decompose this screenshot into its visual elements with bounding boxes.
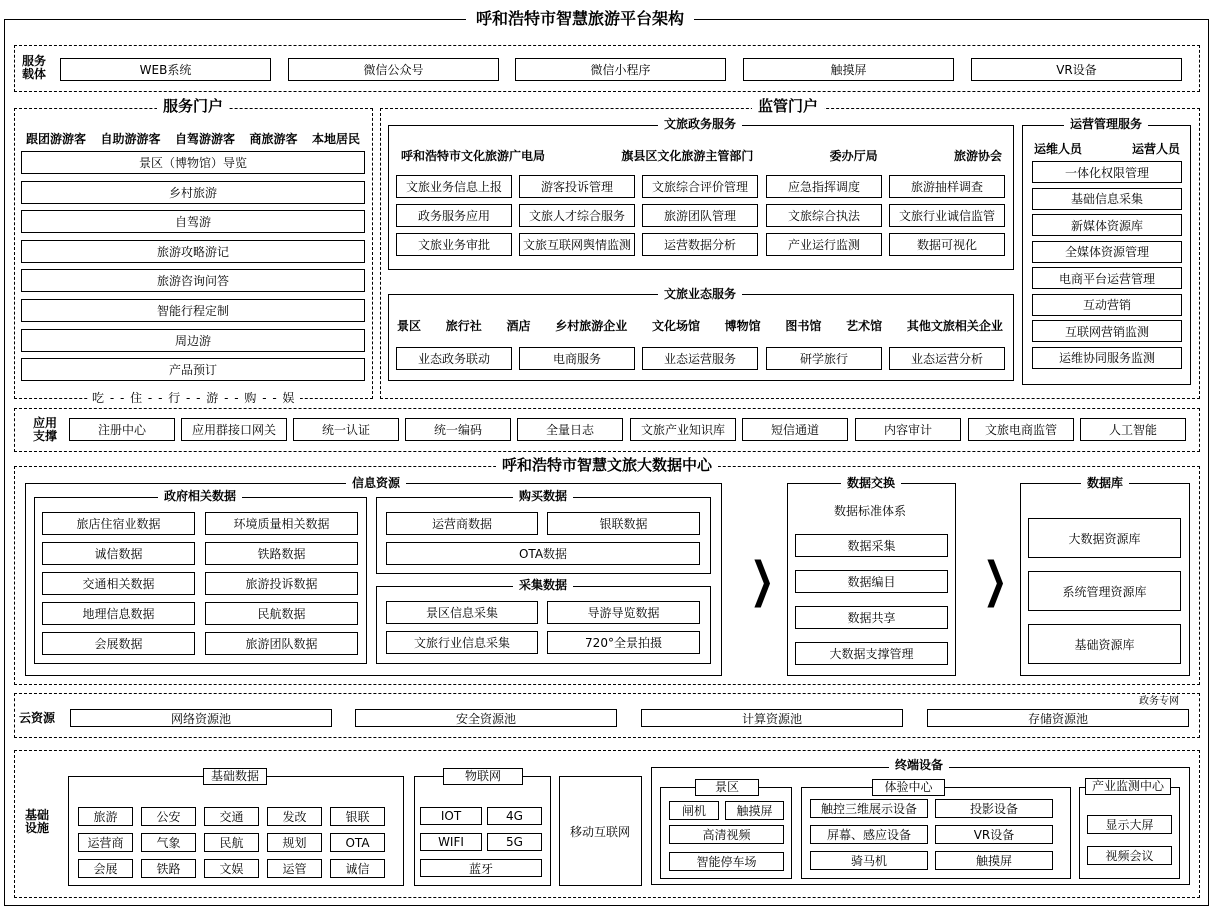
- supervision-portal-title: 监管门户: [752, 99, 824, 114]
- basic-data-item: 铁路: [141, 859, 196, 878]
- gov-service-item: 政务服务应用: [396, 204, 512, 227]
- app-support-label: 应用支撑: [32, 416, 57, 443]
- gov-department: 旅游协会: [953, 149, 1002, 163]
- basic-data-item: 气象: [141, 833, 196, 852]
- gov-departments: [401, 147, 1002, 164]
- data-exchange-item: 大数据支撑管理: [795, 642, 948, 665]
- exp-center-item: 触摸屏: [935, 851, 1053, 870]
- portal-service-item: 自驾游: [21, 210, 365, 233]
- database-item: 基础资源库: [1028, 624, 1181, 664]
- iot-item: IOT: [420, 807, 482, 825]
- cloud-label: 云资源: [19, 711, 56, 725]
- app-support-item: 文旅产业知识库: [630, 418, 736, 441]
- portal-service-item: 景区（博物馆）导览: [21, 151, 365, 174]
- gov-service-item: 文旅人才综合服务: [519, 204, 635, 227]
- biz-type: 景区: [397, 319, 422, 333]
- ops-service-item: 全媒体资源管理: [1032, 241, 1182, 263]
- biz-service-item: 业态政务联动: [396, 347, 512, 370]
- biz-service-item: 电商服务: [519, 347, 635, 370]
- gov-service-item: 运营数据分析: [642, 233, 758, 256]
- gov-department: 呼和浩特市文化旅游广电局: [401, 149, 546, 163]
- biz-service-title: 文旅业态服务: [658, 288, 742, 300]
- ops-service-item: 新媒体资源库: [1032, 214, 1182, 236]
- collect-data-title: 采集数据: [513, 579, 573, 591]
- ops-role: 运营人员: [1131, 142, 1180, 156]
- basic-data-item: 旅游: [78, 807, 133, 826]
- basic-data-item: 会展: [78, 859, 133, 878]
- scenic-item: 闸机: [669, 801, 719, 820]
- ops-service-title: 运营管理服务: [1064, 118, 1148, 130]
- gov-data-title: 政府相关数据: [158, 490, 242, 502]
- gov-service-item: 文旅综合评价管理: [642, 175, 758, 198]
- portal-service-item: 产品预订: [21, 358, 365, 381]
- carrier-item: 触摸屏: [743, 58, 954, 81]
- gov-service-item: 文旅业务审批: [396, 233, 512, 256]
- ops-roles: [1034, 140, 1180, 157]
- biz-type: 文化场馆: [651, 319, 700, 333]
- gov-data-item: 诚信数据: [42, 542, 195, 565]
- app-support-item: 注册中心: [69, 418, 175, 441]
- basic-data-item: OTA: [330, 833, 385, 852]
- gov-service-item: 文旅业务信息上报: [396, 175, 512, 198]
- basic-data-item: 诚信: [330, 859, 385, 878]
- portal-user-type: 跟团游游客: [26, 132, 87, 146]
- ops-role: 运维人员: [1034, 142, 1083, 156]
- arrow-to-database-icon: ❯: [983, 552, 1008, 608]
- basic-data-item: 运营商: [78, 833, 133, 852]
- gov-service-item: 文旅行业诚信监管: [889, 204, 1005, 227]
- gov-service-item: 应急指挥调度: [766, 175, 882, 198]
- service-portal-title: 服务门户: [157, 99, 229, 114]
- basic-data-item: 民航: [204, 833, 259, 852]
- buy-data-item: 银联数据: [547, 512, 700, 535]
- basic-data-title: 基础数据: [203, 768, 267, 785]
- page-title: 呼和浩特市智慧旅游平台架构: [466, 11, 694, 27]
- cloud-resource-item: 计算资源池: [641, 709, 903, 727]
- data-exchange-item: 数据采集: [795, 534, 948, 557]
- scenic-item: 智能停车场: [669, 852, 784, 871]
- ops-service-item: 基础信息采集: [1032, 188, 1182, 210]
- gov-data-item: 地理信息数据: [42, 602, 195, 625]
- ops-service-item: 电商平台运营管理: [1032, 267, 1182, 289]
- cloud-resource-item: 安全资源池: [355, 709, 617, 727]
- biz-service-item: 研学旅行: [766, 347, 882, 370]
- monitor-center-title: 产业监测中心: [1085, 778, 1171, 795]
- carrier-item: VR设备: [971, 58, 1182, 81]
- exp-center-item: 投影设备: [935, 799, 1053, 818]
- iot-title: 物联网: [443, 768, 523, 785]
- biz-type: 酒店: [506, 319, 531, 333]
- gov-service-item: 游客投诉管理: [519, 175, 635, 198]
- ops-service-item: 运维协同服务监测: [1032, 347, 1182, 369]
- arrow-to-exchange-icon: ❯: [750, 552, 775, 608]
- biz-types: [397, 317, 1003, 334]
- scenic-item: 高清视频: [669, 825, 784, 844]
- service-portal-users: [26, 130, 360, 147]
- biz-service-item: 业态运营分析: [889, 347, 1005, 370]
- gov-department: 旗县区文化旅游主管部门: [621, 149, 754, 163]
- basic-data-item: 交通: [204, 807, 259, 826]
- biz-type: 旅行社: [445, 319, 482, 333]
- gov-service-item: 产业运行监测: [766, 233, 882, 256]
- basic-data-item: 银联: [330, 807, 385, 826]
- portal-service-item: 乡村旅游: [21, 181, 365, 204]
- infra-label: 基础设施: [24, 808, 49, 835]
- scenic-item: 触摸屏: [725, 801, 784, 820]
- gov-service-item: 旅游抽样调查: [889, 175, 1005, 198]
- ops-service-item: 一体化权限管理: [1032, 161, 1182, 183]
- basic-data-item: 规划: [267, 833, 322, 852]
- gov-data-item: 铁路数据: [205, 542, 358, 565]
- biz-type: 博物馆: [724, 319, 761, 333]
- app-support-item: 全量日志: [517, 418, 623, 441]
- scenic-title: 景区: [695, 779, 759, 796]
- gov-data-item: 交通相关数据: [42, 572, 195, 595]
- portal-user-type: 自驾游游客: [174, 132, 235, 146]
- database-item: 大数据资源库: [1028, 518, 1181, 558]
- monitor-center-item: 视频会议: [1087, 846, 1172, 865]
- collect-data-item: 导游导览数据: [547, 601, 700, 624]
- gov-data-item: 旅游团队数据: [205, 632, 358, 655]
- data-exchange-item: 数据共享: [795, 606, 948, 629]
- monitor-center-item: 显示大屏: [1087, 815, 1172, 834]
- data-exchange-title: 数据交换: [841, 477, 901, 489]
- data-exchange-item: 数据编目: [795, 570, 948, 593]
- app-support-item: 文旅电商监管: [968, 418, 1074, 441]
- iot-item: 4G: [487, 807, 542, 825]
- biz-service-item: 业态运营服务: [642, 347, 758, 370]
- gov-service-item: 文旅互联网舆情监测: [519, 233, 635, 256]
- bigdata-title: 呼和浩特市智慧文旅大数据中心: [496, 458, 718, 473]
- database-title: 数据库: [1081, 477, 1129, 489]
- app-support-item: 统一编码: [405, 418, 511, 441]
- gov-department: 委办厅局: [829, 149, 878, 163]
- gov-data-item: 环境质量相关数据: [205, 512, 358, 535]
- collect-data-item: 文旅行业信息采集: [386, 631, 538, 654]
- portal-service-item: 旅游攻略游记: [21, 240, 365, 263]
- portal-user-type: 自助游游客: [100, 132, 161, 146]
- buy-data-item: OTA数据: [386, 542, 700, 565]
- ops-service-item: 互联网营销监测: [1032, 320, 1182, 342]
- app-support-item: 人工智能: [1080, 418, 1186, 441]
- biz-type: 图书馆: [785, 319, 822, 333]
- cloud-resource-item: 存储资源池: [927, 709, 1189, 727]
- cloud-note: 政务专网: [1139, 696, 1179, 707]
- iot-item: 蓝牙: [420, 859, 542, 877]
- info-resources-title: 信息资源: [346, 477, 406, 489]
- gov-service-item: 文旅综合执法: [766, 204, 882, 227]
- exp-center-item: 骑马机: [810, 851, 928, 870]
- carrier-item: 微信小程序: [515, 58, 726, 81]
- portal-service-item: 旅游咨询问答: [21, 269, 365, 292]
- iot-item: WIFI: [420, 833, 482, 851]
- app-support-item: 统一认证: [293, 418, 399, 441]
- portal-service-item: 周边游: [21, 329, 365, 352]
- gov-data-item: 旅店住宿业数据: [42, 512, 195, 535]
- ops-service-item: 互动营销: [1032, 294, 1182, 316]
- portal-user-type: 本地居民: [311, 132, 360, 146]
- mobile-internet-label: 移动互联网: [570, 825, 631, 839]
- gov-service-item: 数据可视化: [889, 233, 1005, 256]
- buy-data-title: 购买数据: [513, 490, 573, 502]
- exp-center-item: 触控三维展示设备: [810, 799, 928, 818]
- service-carrier-label: 服务载体: [21, 54, 46, 81]
- basic-data-item: 文娱: [204, 859, 259, 878]
- gov-data-item: 旅游投诉数据: [205, 572, 358, 595]
- exp-center-item: VR设备: [935, 825, 1053, 844]
- biz-type: 乡村旅游企业: [555, 319, 628, 333]
- gov-service-title: 文旅政务服务: [658, 118, 742, 130]
- app-support-item: 内容审计: [855, 418, 961, 441]
- exp-center-item: 屏幕、感应设备: [810, 825, 928, 844]
- biz-type: 其他文旅相关企业: [906, 319, 1003, 333]
- app-support-item: 短信通道: [742, 418, 848, 441]
- biz-type: 艺术馆: [846, 319, 883, 333]
- data-exchange-subtitle: 数据标准体系: [834, 504, 907, 518]
- terminal-title: 终端设备: [889, 759, 949, 771]
- exp-center-title: 体验中心: [872, 779, 945, 796]
- portal-service-item: 智能行程定制: [21, 299, 365, 322]
- gov-data-item: 会展数据: [42, 632, 195, 655]
- carrier-item: 微信公众号: [288, 58, 499, 81]
- collect-data-item: 720°全景拍摄: [547, 631, 700, 654]
- cloud-resource-item: 网络资源池: [70, 709, 332, 727]
- basic-data-item: 公安: [141, 807, 196, 826]
- iot-item: 5G: [487, 833, 542, 851]
- collect-data-item: 景区信息采集: [386, 601, 538, 624]
- buy-data-item: 运营商数据: [386, 512, 538, 535]
- portal-user-type: 商旅游客: [249, 132, 298, 146]
- carrier-item: WEB系统: [60, 58, 271, 81]
- database-item: 系统管理资源库: [1028, 571, 1181, 611]
- gov-data-item: 民航数据: [205, 602, 358, 625]
- basic-data-item: 运管: [267, 859, 322, 878]
- basic-data-item: 发改: [267, 807, 322, 826]
- app-support-item: 应用群接口网关: [181, 418, 287, 441]
- service-portal-footer: 吃 - - 住 - - 行 - - 游 - - 购 - - 娱: [88, 392, 300, 404]
- gov-service-item: 旅游团队管理: [642, 204, 758, 227]
